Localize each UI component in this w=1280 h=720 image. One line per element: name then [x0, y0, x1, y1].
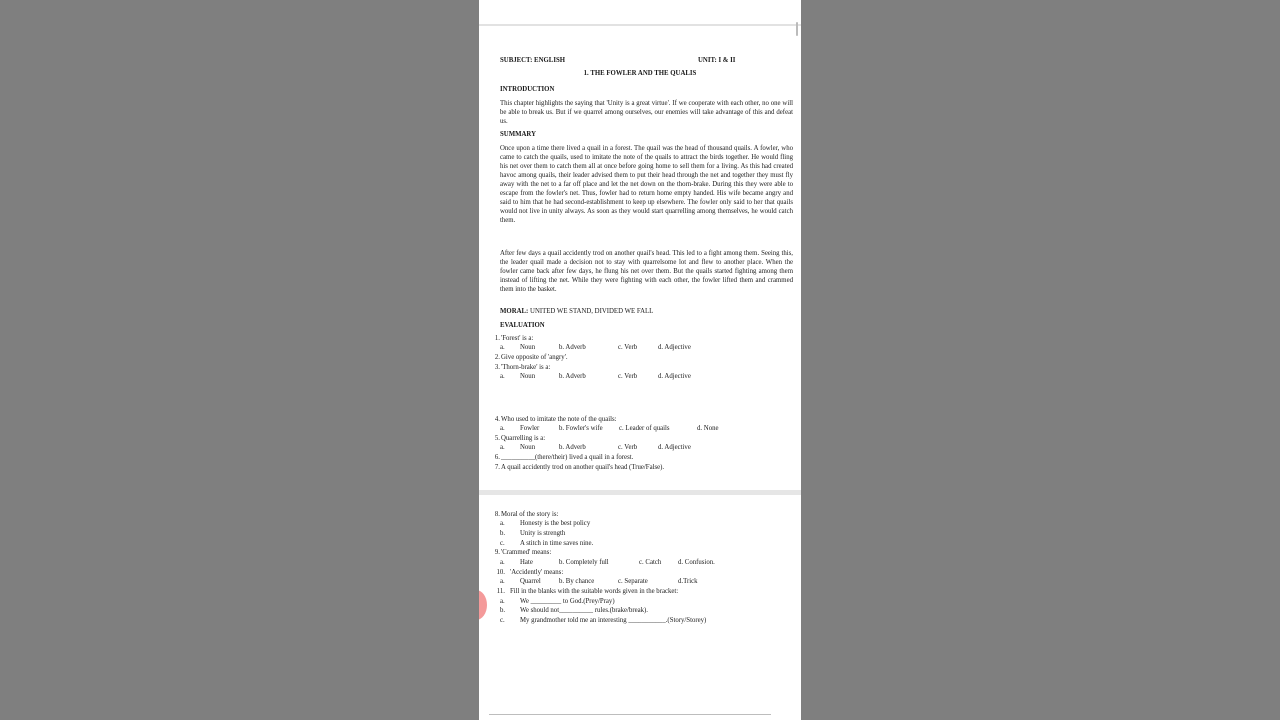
question-10: 10. 'Accidently' means: — [496, 569, 564, 576]
question-6: 6.__________(there/their) lived a quail in a forest. — [494, 454, 634, 461]
page-separator — [479, 490, 801, 495]
moral-label: MORAL: — [500, 308, 529, 315]
moral-text: UNITED WE STAND, DIVIDED WE FALL — [530, 308, 654, 315]
summary-paragraph-2: After few days a quail accidently trod on another quail's head. This led to a fight among them. Seeing this, the leader quail made a decision not to stay with quarrelsome lot and flew to another place. When the fowler came back after few days, he flung his net over them. But the quails started fighting among them instead of lifting the net. While they were fighting with each other, the fowler lifted them and crammed them into the basket. — [500, 250, 793, 293]
question-11: 11. Fill in the blanks with the suitable words given in the bracket: — [496, 588, 679, 595]
question-2: 2.Give opposite of 'angry'. — [494, 354, 568, 361]
question-8: 8.Moral of the story is: — [494, 511, 559, 518]
introduction-heading: INTRODUCTION — [500, 86, 555, 93]
question-1: 1.'Forest' is a: — [494, 335, 534, 342]
page-top-border — [479, 24, 801, 26]
page-bottom-border — [489, 714, 771, 715]
question-9: 9.'Crammed' means: — [494, 549, 552, 556]
moral-line — [500, 307, 653, 316]
introduction-text: This chapter highlights the saying that 'Unity is a great virtue'. If we cooperate with each other, no one will be able to break us. But if we quarrel among ourselves, our enemies will take advantage of this and defeat us. — [500, 100, 793, 125]
subject-label: SUBJECT: ENGLISH — [500, 57, 566, 64]
unit-label: UNIT: I & II — [698, 57, 736, 64]
evaluation-heading: EVALUATION — [500, 322, 545, 329]
question-4: 4.Who used to imitate the note of the quails: — [494, 416, 617, 423]
question-3: 3.'Thorn-brake' is a: — [494, 364, 551, 371]
question-5: 5.Quarrelling is a: — [494, 435, 546, 442]
scroll-indicator-dot[interactable] — [479, 590, 487, 620]
scrollbar-thumb[interactable] — [796, 22, 798, 36]
document-viewer[interactable]: SUBJECT: ENGLISH UNIT: I & II 1. THE FOWLER AND THE QUALIS INTRODUCTION This chapter highlights the saying that 'Unity is a great virtue'. If we cooperate with each other, no one will be able to break us. But if we quarrel among ourselves, our enemies will take advantage of this and defeat us. SUMMARY Once upon a time there lived a quail in a forest. The quail was the head of thousand quails. A fowler, who came to catch the quails, used to imitate the note of the quails to attract the birds together. He would fling his net over them to catch them all at once before going home to sell them for a living. As this had created havoc among quails, their leader advised them to put their head through the net and together they must fly away with the net to a far off place and let the net down on the thorn-brake. During this they were able to escape from the fowler's net. Thus, fowler had to return home empty handed. His wife became angry and said to him that he had second-establishment to keep up elsewhere. The fowler only said to her that quails would not live in unity always. As soon as they would start quarrelling among themselves, he would catch them. After few days a quail accidently trod on another quail's head. This led to a fight among them. Seeing this, the leader quail made a decision not to stay with quarrelsome lot and flew to another place. When the fowler came back after few days, he flung his net over them. But the quails started fighting among them instead of lifting the net. While they were fighting with each other, the fowler lifted them and crammed them into the basket. MORAL: UNITED WE STAND, DIVIDED WE FALL EVALUATION 1.'Forest' is a: a. Noun b. Adverb c. Verb d. Adjective 2.Give opposite of 'angry'. 3.'Thorn-brake' is a: a. Noun b. Adverb c. Verb d. Adjective 4.Who used to imitate the note of the quails: a. Fowler b. Fowler's wife c. Leader of quails d. None 5.Quarrelling is a: a. Noun b. Adverb c. Verb d. Adjective 6.__________(there/their) lived a quail in a forest. 7.A quail accidently trod on another quail's head (True/False). 8.Moral of the story is: a. Honesty is the best policy b. Unity is strength c. A stitch in time saves nine. 9.'Crammed' means: a. Hate b. Completely full c. Catch d. Confusion. 10. 'Accidently' means: a. Quarrel b. By chance c. Separate d.Trick 11. Fill in the blanks with the suitable words given in the bracket: a. We _________ to God.(Prey/Pray) b. We should not__________ rules.(brake/break). c. My grandmother told me an interesting ___________.(Story/Storey) — [479, 0, 801, 720]
summary-paragraph-1: Once upon a time there lived a quail in a forest. The quail was the head of thousand quails. A fowler, who came to catch the quails, used to imitate the note of the quails to attract the birds together. He would fling his net over them to catch them all at once before going home to sell them for a living. As this had created havoc among quails, their leader advised them to put their head through the net and together they must fly away with the net to a far off place and let the net down on the thorn-brake. During this they were able to escape from the fowler's net. Thus, fowler had to return home empty handed. His wife became angry and said to him that he had second-establishment to keep up elsewhere. The fowler only said to her that quails would not live in unity always. As soon as they would start quarrelling among themselves, he would catch them. — [500, 145, 793, 224]
question-7: 7.A quail accidently trod on another quail's head (True/False). — [494, 464, 665, 471]
chapter-title: 1. THE FOWLER AND THE QUALIS — [583, 70, 697, 77]
summary-heading: SUMMARY — [500, 131, 537, 138]
